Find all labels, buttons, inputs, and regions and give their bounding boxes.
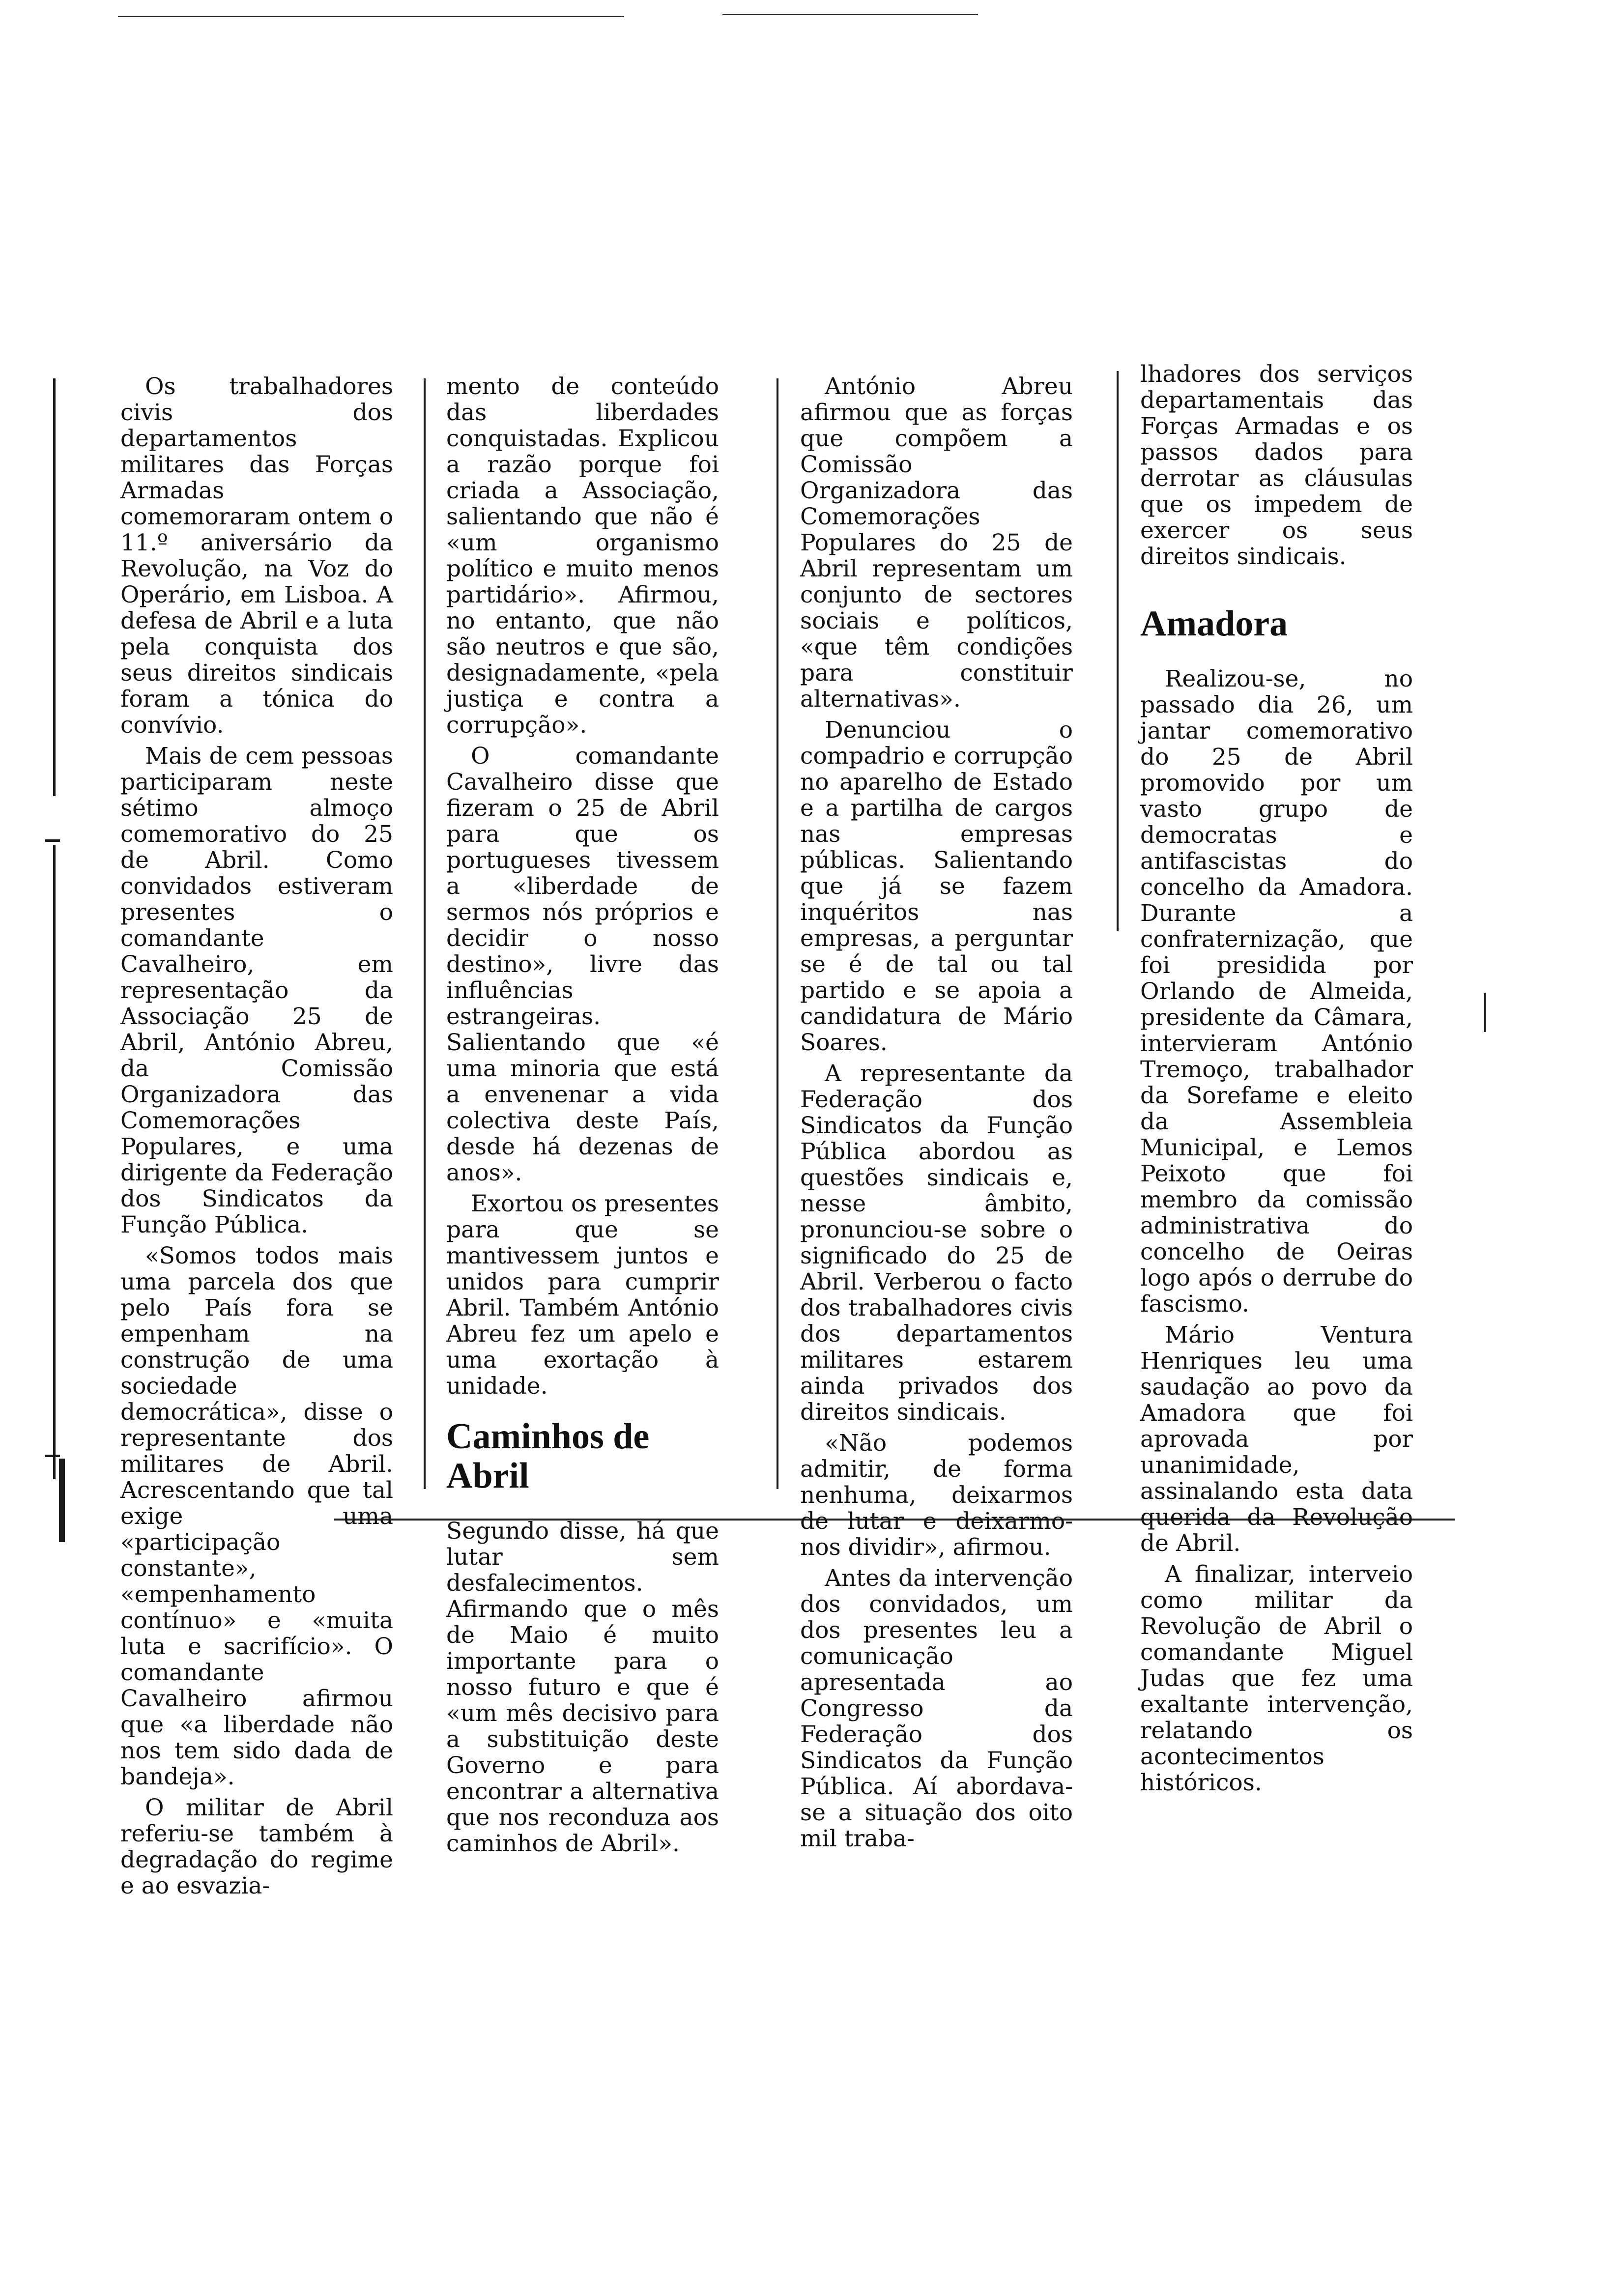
- article-column-4: [1140, 361, 1413, 1796]
- top-rule-left: [118, 16, 624, 17]
- paragraph: António Abreu afirmou que as forças que compõem a Comissão Organizadora das Comemorações Populares do 25 de Abril representam um conjunto de sectores sociais e políticos, «que têm condições para constituir alternativas».: [800, 373, 1073, 713]
- paragraph: A representante da Federação dos Sindicatos da Função Pública abordou as questões sindicais e, nesse âmbito, pronunciou-se sobre o significado do 25 de Abril. Verberou o facto dos trabalhadores civis dos departamentos militares estarem ainda privados dos direitos sindicais.: [800, 1060, 1073, 1426]
- paragraph: O comandante Cavalheiro disse que fizeram o 25 de Abril para que os portugueses tivessem a «liberdade de sermos nós próprios e decidir o nosso destino», livre das influências estrangeiras. Salientando que «é uma minoria que está a envenenar a vida colectiva deste País, desde há dezenas de anos».: [446, 743, 719, 1186]
- paragraph: Segundo disse, há que lutar sem desfalecimentos. Afirmando que o mês de Maio é muito importante para o nosso futuro e que é «um mês decisivo para a substituição deste Governo e para encontrar a alternativa que nos reconduza aos caminhos de Abril».: [446, 1518, 719, 1857]
- column-divider-1: [424, 378, 426, 1489]
- paragraph: Mais de cem pessoas participaram neste sétimo almoço comemorativo do 25 de Abril. Como convidados estiveram presentes o comandante Cavalheiro, em representação da Associação 25 de Abril, António Abreu, da Comissão Organizadora das Comemorações Populares, e uma dirigente da Federação dos Sindicatos da Função Pública.: [120, 743, 393, 1238]
- paragraph: lhadores dos serviços departamentais das Forças Armadas e os passos dados para derrotar as cláusulas que os impedem de exercer os seus direitos sindicais.: [1140, 361, 1413, 570]
- left-margin-tick-lower: [45, 1455, 60, 1457]
- paragraph: mento de conteúdo das liberdades conquistadas. Explicou a razão porque foi criada a Associação, salientando que não é «um organismo político e muito menos partidário». Afirmou, no entanto, que não são neutros e que são, designadamente, «pela justiça e contra a corrupção».: [446, 373, 719, 739]
- section-heading-caminhos-de-abril: Caminhos de Abril: [446, 1416, 650, 1496]
- paragraph: Realizou-se, no passado dia 26, um jantar comemorativo do 25 de Abril promovido por um vasto grupo de democratas e antifascistas do concelho da Amadora. Durante a confraternização, que foi presidida por Orlando de Almeida, presidente da Câmara, intervieram António Tremoço, trabalhador da Sorefame e eleito da Assembleia Municipal, e Lemos Peixoto que foi membro da comissão administrativa do concelho de Oeiras logo após o derrube do fascismo.: [1140, 665, 1413, 1318]
- column-divider-2: [777, 378, 778, 1489]
- paragraph: «Não podemos admitir, de forma nenhuma, deixarmos de lutar e deixarmo-nos dividir», afirmou.: [800, 1430, 1073, 1561]
- paragraph: Mário Ventura Henriques leu uma saudação ao povo da Amadora que foi aprovada por unanimidade, assinalando esta data querida da Revolução de Abril.: [1140, 1321, 1413, 1557]
- paragraph: O militar de Abril referiu-se também à degradação do regime e ao esvazia-: [120, 1794, 393, 1899]
- article-column-3: [800, 373, 1073, 1852]
- paragraph: Antes da intervenção dos convidados, um dos presentes leu a comunicação apresentada ao Congresso da Federação dos Sindicatos da Função Pública. Aí abordava-se a situação dos oito mil traba-: [800, 1565, 1073, 1852]
- paragraph: «Somos todos mais uma parcela dos que pelo País fora se empenham na construção de uma sociedade democrática», disse o representante dos militares de Abril. Acrescentando que tal exige uma «participação constante», «empenhamento contínuo» e «muita luta e sacrifício». O comandante Cavalheiro afirmou que «a liberdade não nos tem sido dada de bandeja».: [120, 1242, 393, 1790]
- top-rule-right: [722, 14, 978, 15]
- left-margin-tick: [45, 839, 60, 842]
- left-margin-rule: [53, 378, 56, 796]
- column-divider-3: [1117, 371, 1119, 931]
- paragraph: Exortou os presentes para que se mantivessem juntos e unidos para cumprir Abril. Também António Abreu fez um apelo e uma exortação à unidade.: [446, 1190, 719, 1400]
- paragraph: Os trabalhadores civis dos departamentos militares das Forças Armadas comemoraram ontem o 11.º aniversário da Revolução, na Voz do Operário, em Lisboa. A defesa de Abril e a luta pela conquista dos seus direitos sindicais foram a tónica do convívio.: [120, 373, 393, 739]
- paragraph: Denunciou o compadrio e corrupção no aparelho de Estado e a partilha de cargos nas empresas públicas. Salientando que já se fazem inquéritos nas empresas, a perguntar se é de tal ou tal partido e se apoia a candidatura de Mário Soares.: [800, 717, 1073, 1056]
- column-divider-right-tick: [1484, 993, 1486, 1032]
- article-column-2: [446, 373, 719, 1857]
- article-column-1: [120, 373, 393, 1899]
- paragraph: A finalizar, interveio como militar da Revolução de Abril o comandante Miguel Judas que fez uma exaltante intervenção, relatando os acontecimentos históricos.: [1140, 1561, 1413, 1796]
- section-heading-amadora: Amadora: [1140, 603, 1288, 644]
- left-margin-block: [59, 1459, 65, 1542]
- left-margin-rule-lower: [53, 845, 56, 1479]
